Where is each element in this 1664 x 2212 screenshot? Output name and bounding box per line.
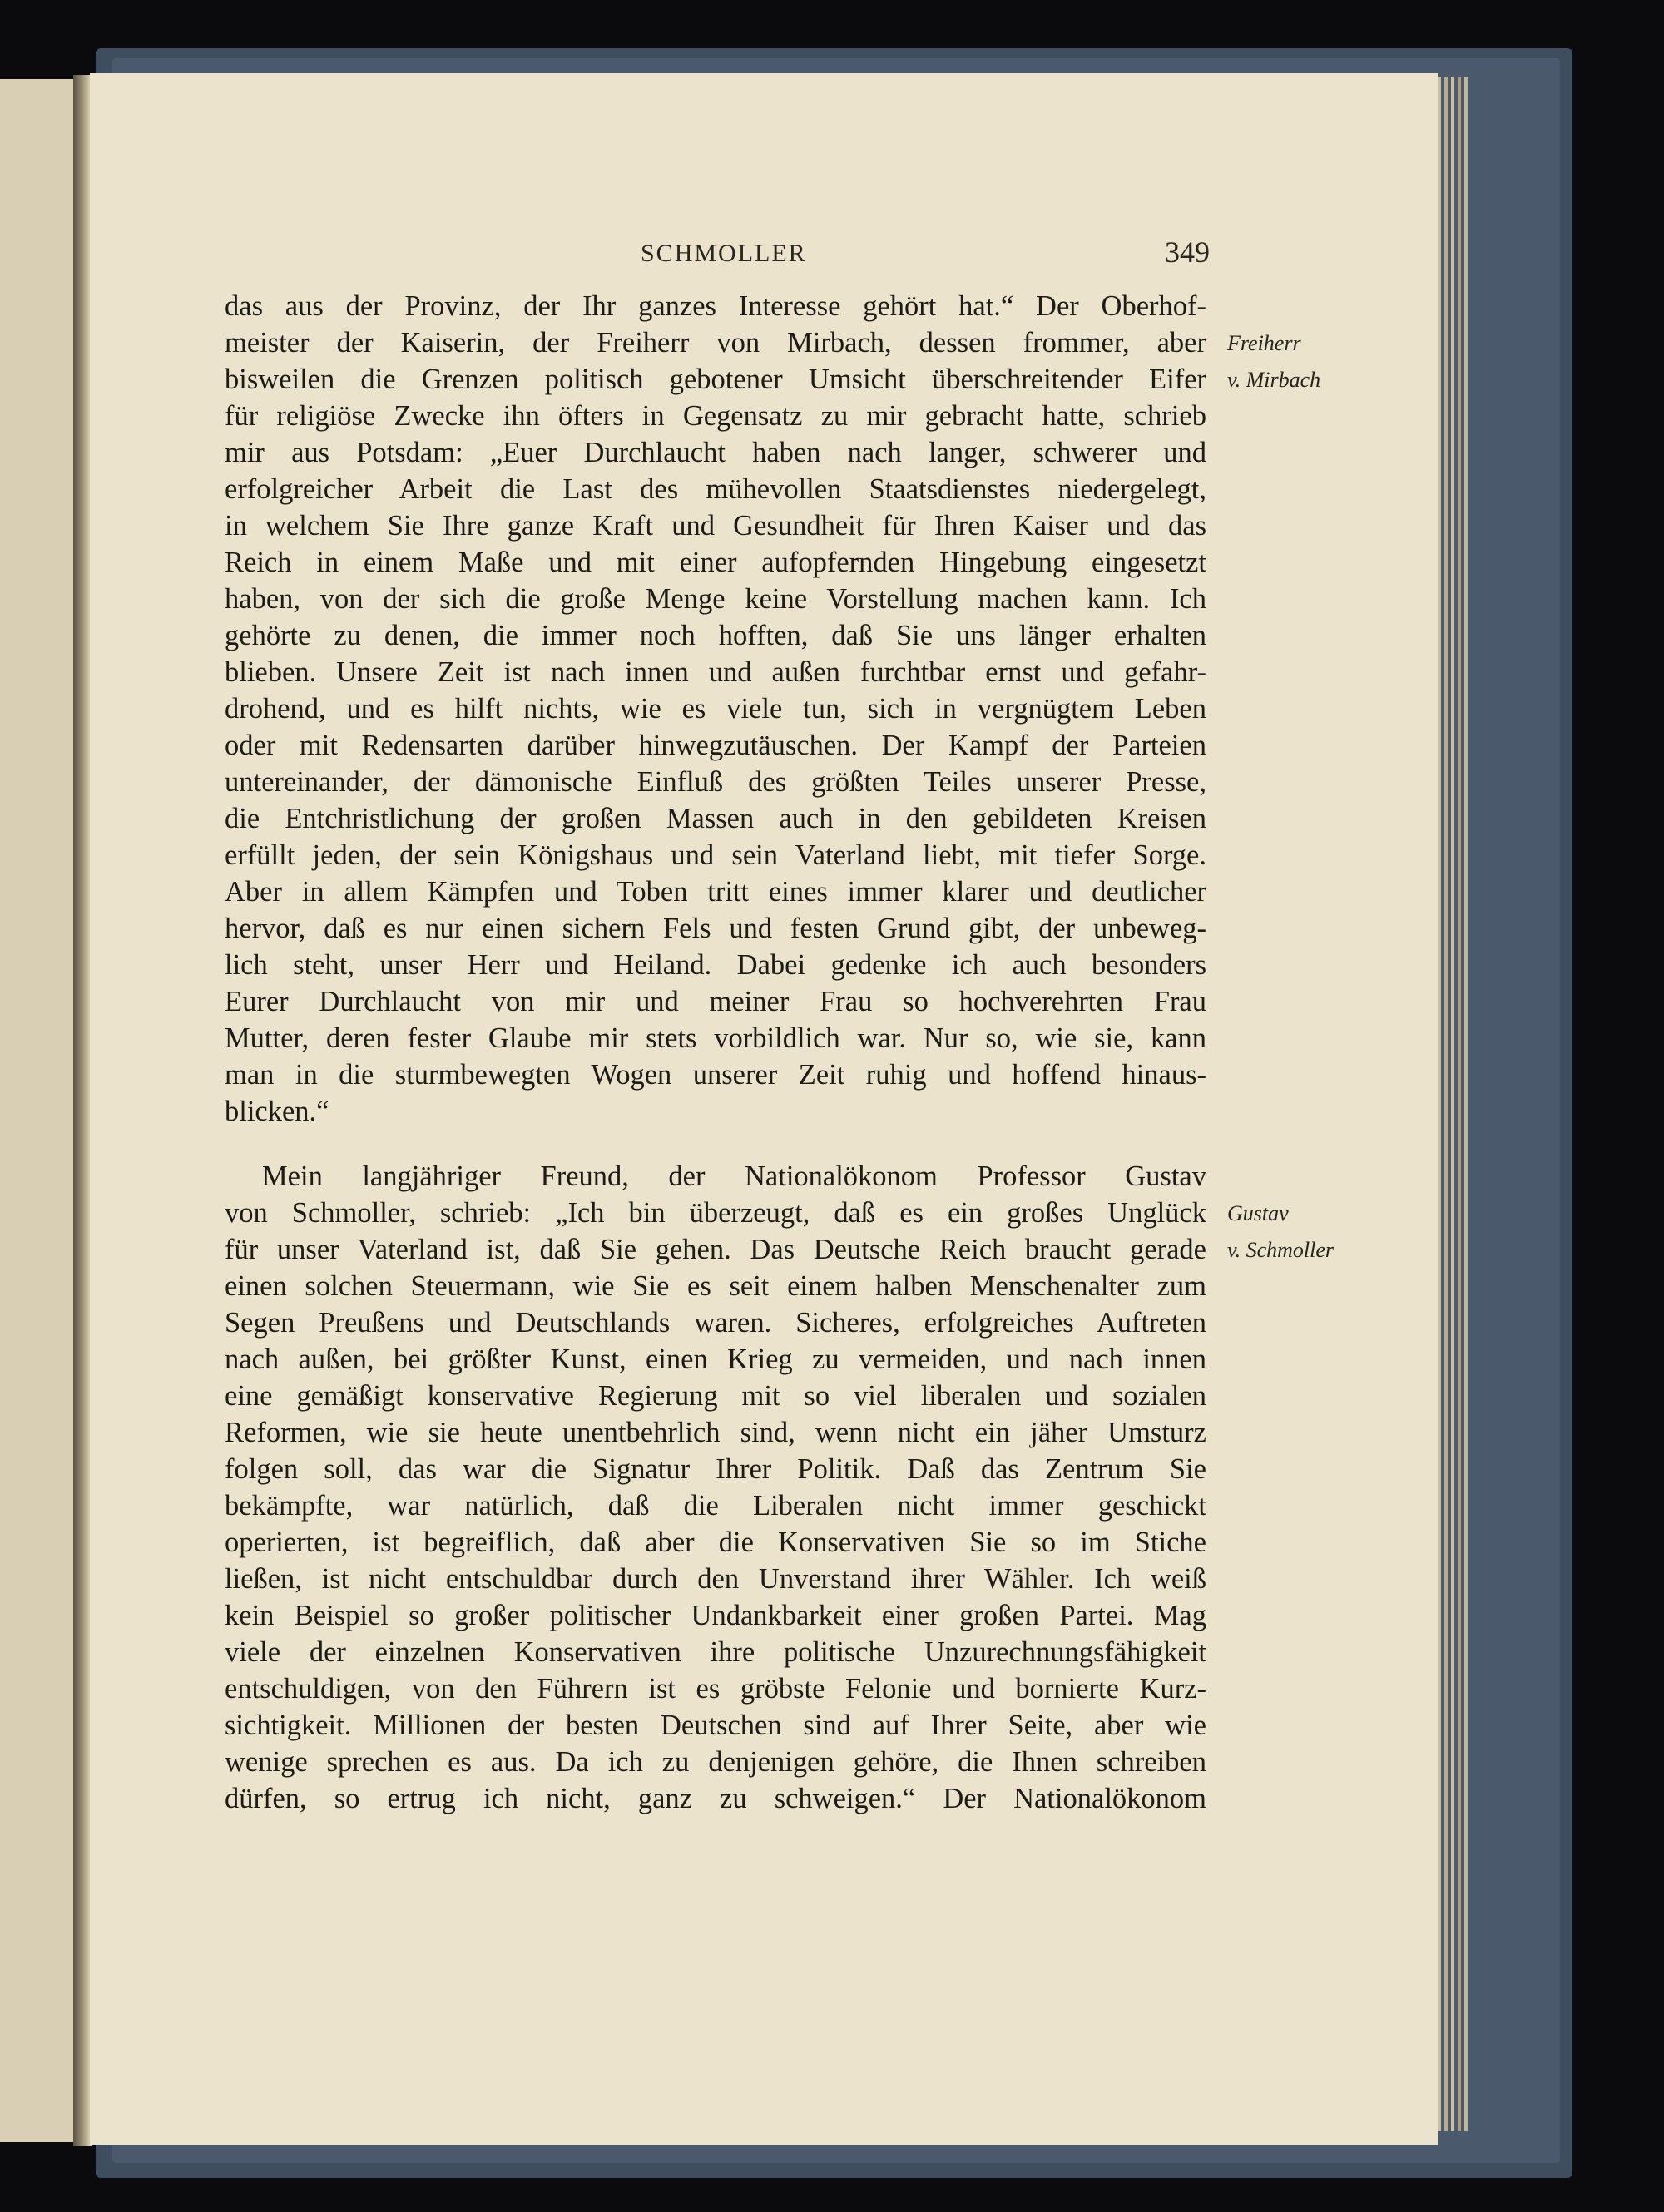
text-line: folgen soll, das war die Signatur Ihrer Politik. Daß das Zentrum Sie xyxy=(225,1453,1206,1485)
text-line: in welchem Sie Ihre ganze Kraft und Gesundheit für Ihren Kaiser und das xyxy=(225,510,1206,542)
text-line-indented: Mein langjähriger Freund, der Nationalökonom Professor Gustav xyxy=(262,1160,1206,1192)
text-line: man in die sturmbewegten Wogen unserer Zeit ruhig und hoffend hinaus- xyxy=(225,1059,1206,1091)
text-line: meister der Kaiserin, der Freiherr von Mirbach, dessen frommer, aber xyxy=(225,327,1206,359)
text-line: entschuldigen, von den Führern ist es gröbste Felonie und bornierte Kurz- xyxy=(225,1673,1206,1705)
text-line: Reformen, wie sie heute unentbehrlich sind, wenn nicht ein jäher Umsturz xyxy=(225,1417,1206,1448)
text-line: bisweilen die Grenzen politisch gebotener Umsicht überschreitender Eifer xyxy=(225,364,1206,395)
text-line: dürfen, so ertrug ich nicht, ganz zu schweigen.“ Der Nationalökonom xyxy=(225,1783,1206,1814)
text-line: oder mit Redensarten darüber hinwegzutäuschen. Der Kampf der Parteien xyxy=(225,730,1206,761)
text-line: drohend, und es hilft nichts, wie es viele tun, sich in vergnügtem Leben xyxy=(225,693,1206,725)
text-line: eine gemäßigt konservative Regierung mit so viel liberalen und sozialen xyxy=(225,1380,1206,1412)
text-line: einen solchen Steuermann, wie Sie es seit einem halben Menschenalter zum xyxy=(225,1270,1206,1302)
text-line: ließen, ist nicht entschuldbar durch den Unverstand ihrer Wähler. Ich weiß xyxy=(225,1563,1206,1595)
text-line: das aus der Provinz, der Ihr ganzes Interesse gehört hat.“ Der Oberhof- xyxy=(225,290,1206,322)
text-line: Reich in einem Maße und mit einer aufopfernden Hingebung eingesetzt xyxy=(225,547,1206,578)
text-line: untereinander, der dämonische Einfluß des größten Teiles unserer Presse, xyxy=(225,766,1206,798)
text-line: Eurer Durchlaucht von mir und meiner Frau so hochverehrten Frau xyxy=(225,986,1206,1017)
text-line: bekämpfte, war natürlich, daß die Liberalen nicht immer geschickt xyxy=(225,1490,1206,1522)
text-line: blicken.“ xyxy=(225,1096,329,1127)
page-edge xyxy=(1451,77,1454,2131)
text-line: für unser Vaterland ist, daß Sie gehen. Das Deutsche Reich braucht gerade xyxy=(225,1234,1206,1265)
text-line: sichtigkeit. Millionen der besten Deutschen sind auf Ihrer Seite, aber wie xyxy=(225,1710,1206,1741)
text-line: hervor, daß es nur einen sichern Fels und festen Grund gibt, der unbeweg- xyxy=(225,913,1206,944)
running-title: SCHMOLLER xyxy=(641,240,807,267)
page-edge xyxy=(1458,77,1461,2131)
text-line: Segen Preußens und Deutschlands waren. Sicheres, erfolgreiches Auftreten xyxy=(225,1307,1206,1339)
book-gutter xyxy=(73,75,92,2146)
margin-note-mirbach-line2: v. Mirbach xyxy=(1227,368,1321,392)
text-line: gehörte zu denen, die immer noch hofften, daß Sie uns länger erhalten xyxy=(225,620,1206,651)
text-line: von Schmoller, schrieb: „Ich bin überzeugt, daß es ein großes Unglück xyxy=(225,1197,1206,1229)
margin-note-mirbach-line1: Freiherr xyxy=(1227,331,1301,355)
margin-note-schmoller-line2: v. Schmoller xyxy=(1227,1238,1335,1262)
text-line: Mutter, deren fester Glaube mir stets vorbildlich war. Nur so, wie sie, kann xyxy=(225,1022,1206,1054)
margin-note-schmoller-line1: Gustav xyxy=(1227,1201,1289,1225)
text-line: erfüllt jeden, der sein Königshaus und sein Vaterland liebt, mit tiefer Sorge. xyxy=(225,839,1206,871)
text-line: viele der einzelnen Konservativen ihre politische Unzurechnungsfähigkeit xyxy=(225,1636,1206,1668)
left-page xyxy=(0,79,75,2142)
text-line: wenige sprechen es aus. Da ich zu denjenigen gehöre, die Ihnen schreiben xyxy=(225,1746,1206,1778)
page-edge xyxy=(1464,77,1468,2131)
text-line: mir aus Potsdam: „Euer Durchlaucht haben nach langer, schwerer und xyxy=(225,437,1206,468)
page-edge xyxy=(1444,77,1448,2131)
text-line: kein Beispiel so großer politischer Undankbarkeit einer großen Partei. Mag xyxy=(225,1600,1206,1631)
text-line: die Entchristlichung der großen Massen auch in den gebildeten Kreisen xyxy=(225,803,1206,834)
page-number: 349 xyxy=(1165,235,1210,269)
text-line: lich steht, unser Herr und Heiland. Dabei gedenke ich auch besonders xyxy=(225,949,1206,981)
text-line: Aber in allem Kämpfen und Toben tritt eines immer klarer und deutlicher xyxy=(225,876,1206,908)
page-edge xyxy=(1438,77,1441,2131)
text-line: erfolgreicher Arbeit die Last des mühevollen Staatsdienstes niedergelegt, xyxy=(225,473,1206,505)
text-line: nach außen, bei größter Kunst, einen Krieg zu vermeiden, und nach innen xyxy=(225,1344,1206,1375)
text-line: für religiöse Zwecke ihn öfters in Gegensatz zu mir gebracht hatte, schrieb xyxy=(225,400,1206,432)
text-line: haben, von der sich die große Menge keine Vorstellung machen kann. Ich xyxy=(225,583,1206,615)
text-line: blieben. Unsere Zeit ist nach innen und außen furchtbar ernst und gefahr- xyxy=(225,656,1206,688)
text-line: operierten, ist begreiflich, daß aber die Konservativen Sie so im Stiche xyxy=(225,1527,1206,1558)
